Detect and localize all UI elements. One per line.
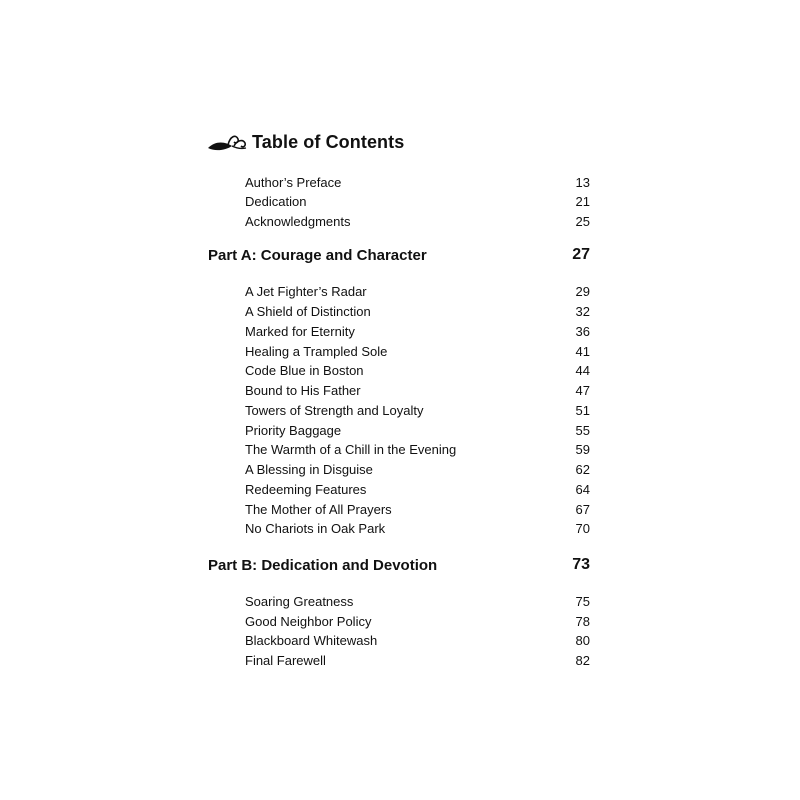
entry-page-number: 29 — [575, 283, 590, 299]
entry-page-number: 62 — [575, 461, 590, 477]
entry-page-number: 75 — [575, 593, 590, 609]
entry-title: Author’s Preface — [245, 174, 342, 190]
chapter-entry[interactable] — [245, 341, 590, 361]
entry-title: A Blessing in Disguise — [245, 461, 373, 477]
entry-title: The Warmth of a Chill in the Evening — [245, 441, 457, 457]
entry-page-number: 55 — [575, 422, 590, 438]
floral-flourish-icon — [206, 130, 248, 154]
chapter-entry[interactable] — [245, 301, 590, 321]
part-page-number: 73 — [572, 556, 590, 573]
chapter-entry[interactable] — [245, 591, 590, 611]
part-heading-b[interactable] — [208, 554, 590, 576]
chapter-entry[interactable] — [245, 380, 590, 400]
chapter-entry[interactable] — [245, 630, 590, 650]
entry-page-number: 36 — [575, 323, 590, 339]
entry-title: Final Farewell — [245, 652, 326, 668]
chapter-entry[interactable] — [245, 400, 590, 420]
chapter-entry[interactable] — [245, 650, 590, 670]
entry-page-number: 21 — [575, 193, 590, 209]
entry-page-number: 47 — [575, 382, 590, 398]
front-matter-entry[interactable] — [245, 211, 590, 231]
entry-page-number: 80 — [575, 632, 590, 648]
entry-title: Healing a Trampled Sole — [245, 343, 388, 359]
chapter-entry[interactable] — [245, 611, 590, 631]
entry-title: Acknowledgments — [245, 213, 351, 229]
entry-page-number: 82 — [575, 652, 590, 668]
part-title: Part A: Courage and Character — [208, 246, 427, 264]
chapter-entry[interactable] — [245, 360, 590, 380]
entry-title: Towers of Strength and Loyalty — [245, 402, 424, 418]
entry-page-number: 41 — [575, 343, 590, 359]
entry-page-number: 13 — [575, 174, 590, 190]
chapter-entry[interactable] — [245, 281, 590, 301]
entry-page-number: 78 — [575, 613, 590, 629]
entry-title: Good Neighbor Policy — [245, 613, 372, 629]
entry-title: Redeeming Features — [245, 481, 367, 497]
chapter-entry[interactable] — [245, 439, 590, 459]
chapter-entry[interactable] — [245, 420, 590, 440]
entry-page-number: 25 — [575, 213, 590, 229]
chapter-entry[interactable] — [245, 321, 590, 341]
entry-title: Priority Baggage — [245, 422, 342, 438]
entry-title: Marked for Eternity — [245, 323, 355, 339]
entry-page-number: 32 — [575, 303, 590, 319]
entry-title: Bound to His Father — [245, 382, 361, 398]
entry-title: Soaring Greatness — [245, 593, 354, 609]
entry-page-number: 51 — [575, 402, 590, 418]
toc-heading — [206, 128, 404, 156]
entry-title: A Shield of Distinction — [245, 303, 371, 319]
chapter-entry[interactable] — [245, 518, 590, 538]
part-page-number: 27 — [572, 246, 590, 263]
entry-page-number: 67 — [575, 501, 590, 517]
entry-page-number: 70 — [575, 520, 590, 536]
entry-page-number: 59 — [575, 441, 590, 457]
front-matter-entry[interactable] — [245, 172, 590, 192]
part-heading-a[interactable] — [208, 244, 590, 266]
entry-title: A Jet Fighter’s Radar — [245, 283, 367, 299]
chapter-entry[interactable] — [245, 499, 590, 519]
front-matter-entry[interactable] — [245, 191, 590, 211]
part-title: Part B: Dedication and Devotion — [208, 556, 438, 574]
chapter-entry[interactable] — [245, 459, 590, 479]
entry-title: Dedication — [245, 193, 307, 209]
entry-title: No Chariots in Oak Park — [245, 520, 386, 536]
entry-title: The Mother of All Prayers — [245, 501, 392, 517]
entry-title: Code Blue in Boston — [245, 362, 364, 378]
entry-page-number: 44 — [575, 362, 590, 378]
toc-title: Table of Contents — [252, 131, 405, 152]
chapter-entry[interactable] — [245, 479, 590, 499]
entry-page-number: 64 — [575, 481, 590, 497]
entry-title: Blackboard Whitewash — [245, 632, 378, 648]
